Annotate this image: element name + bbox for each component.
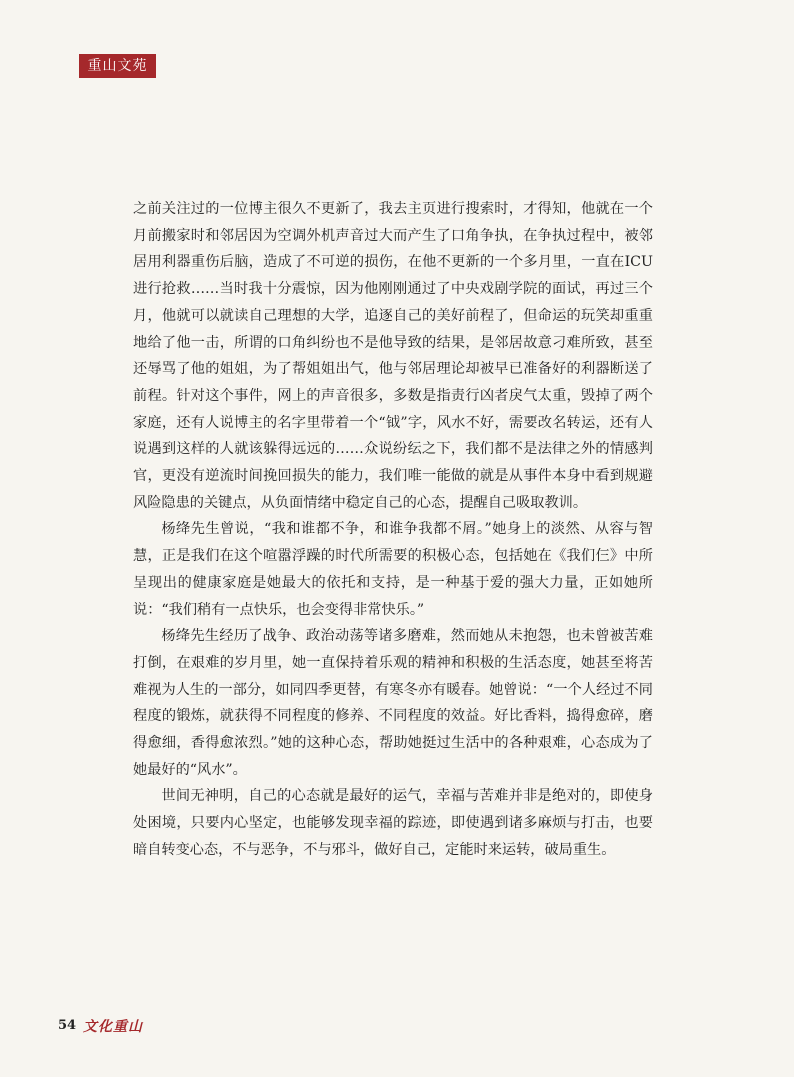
magazine-logo: 文化重山 (83, 1019, 143, 1035)
section-tag: 重山文苑 (79, 54, 156, 78)
paragraph-3: 杨绛先生经历了战争、政治动荡等诸多磨难，然而她从未抱怨，也未曾被苦难打倒，在艰难的岁月里，她一直保持着乐观的精神和积极的生活态度，她甚至将苦难视为人生的一部分，如同四季更替，有寒冬亦有暖春。她曾说：“一个人经过不同程度的锻炼，就获得不同程度的修养、不同程度的效益。好比香料，捣得愈碎，磨得愈细，香得愈浓烈。”她的这种心态，帮助她挺过生活中的各种艰难，心态成为了她最好的“风水”。 (133, 628, 653, 778)
paragraph-2: 杨绛先生曾说，“我和谁都不争，和谁争我都不屑。”她身上的淡然、从容与智慧，正是我们在这个喧嚣浮躁的时代所需要的积极心态，包括她在《我们仨》中所呈现出的健康家庭是她最大的依托和支持，是一种基于爱的强大力量，正如她所说：“我们稍有一点快乐，也会变得非常快乐。” (133, 521, 653, 618)
paragraph-1: 之前关注过的一位博主很久不更新了，我去主页进行搜索时，才得知，他就在一个月前搬家时和邻居因为空调外机声音过大而产生了口角争执，在争执过程中，被邻居用利器重伤后脑，造成了不可逆的损伤，在他不更新的一个多月里，一直在ICU进行抢救……当时我十分震惊，因为他刚刚通过了中央戏剧学院的面试，再过三个月，他就可以就读自己理想的大学，追逐自己的美好前程了，但命运的玩笑却重重地给了他一击，所谓的口角纠纷也不是他导致的结果，是邻居故意刁难所致，甚至还辱骂了他的姐姐，为了帮姐姐出气，他与邻居理论却被早已准备好的利器断送了前程。针对这个事件，网上的声音很多，多数是指责行凶者戾气太重，毁掉了两个家庭，还有人说博主的名字里带着一个“钺”字，风水不好，需要改名转运，还有人说遇到这样的人就该躲得远远的……众说纷纭之下，我们都不是法律之外的情感判官，更没有逆流时间挽回损失的能力，我们唯一能做的就是从事件本身中看到规避风险隐患的关键点，从负面情绪中稳定自己的心态，提醒自己吸取教训。 (133, 201, 653, 511)
page-number: 54 (58, 1018, 77, 1033)
article-body (133, 196, 653, 864)
paragraph-4: 世间无神明，自己的心态就是最好的运气，幸福与苦难并非是绝对的，即使身处困境，只要内心坚定，也能够发现幸福的踪迹，即使遇到诸多麻烦与打击，也要暗自转变心态，不与恶争，不与邪斗，做好自己，定能时来运转，破局重生。 (133, 788, 653, 858)
